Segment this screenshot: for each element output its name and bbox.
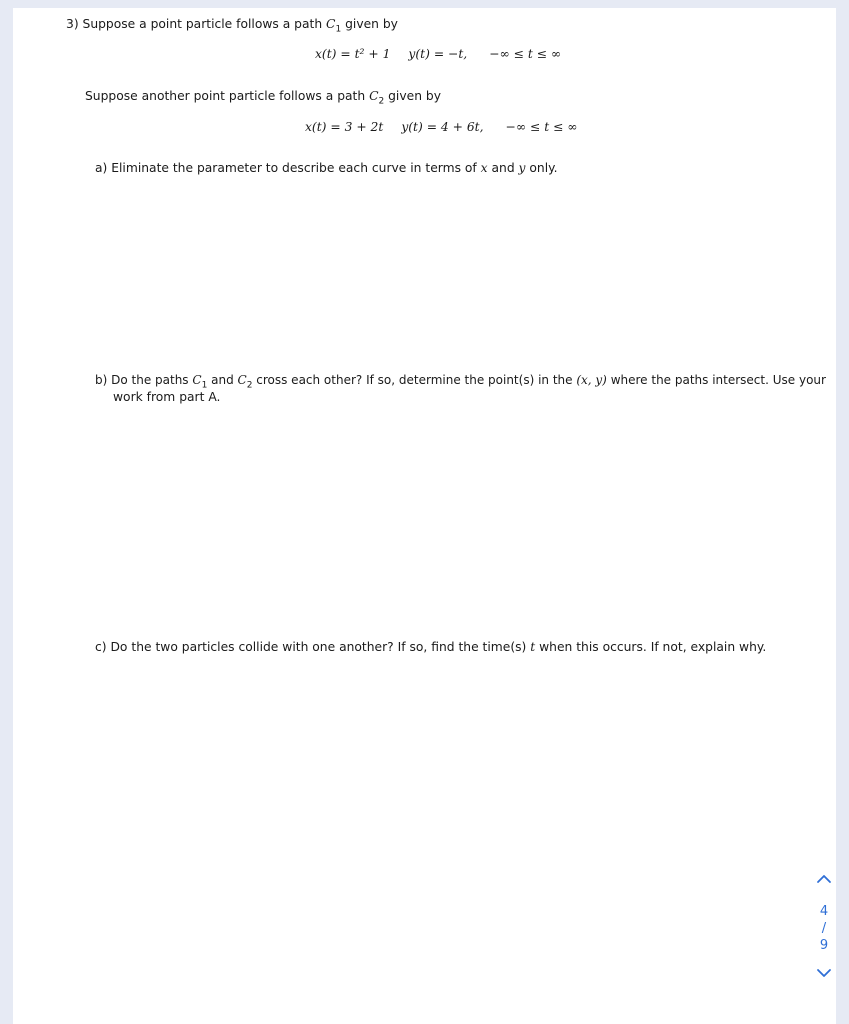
intro-suffix: given by — [341, 17, 398, 31]
intro-path-symbol: C — [326, 17, 336, 31]
part-b-xy: (x, y) — [576, 373, 607, 387]
part-a-y: y — [518, 161, 526, 175]
chevron-down-icon[interactable] — [809, 964, 839, 983]
second-prefix: Suppose another point particle follows a path — [85, 89, 370, 103]
part-a-x: x — [480, 161, 488, 175]
part-b-suffix: where the paths intersect. Use your — [606, 373, 826, 387]
equation-c1-x: x(t) = t² + 1 — [315, 47, 391, 61]
equation-c1-y: y(t) = −t, — [408, 47, 468, 61]
part-c-t: t — [530, 640, 536, 654]
part-b-and: and — [207, 373, 238, 387]
part-b-middle: cross each other? If so, determine the point(s) in the — [252, 373, 577, 387]
part-b-prefix: b) Do the paths — [95, 373, 193, 387]
part-b-line-2: work from part A. — [113, 390, 221, 404]
intro-path-subscript: 1 — [335, 24, 342, 35]
part-c-suffix: when this occurs. If not, explain why. — [535, 640, 767, 654]
part-b-c1-subscript: 1 — [201, 380, 208, 391]
part-b-c1: C — [192, 373, 202, 387]
chevron-up-icon[interactable] — [809, 870, 839, 889]
equation-c2-y: y(t) = 4 + 6t, — [401, 120, 484, 134]
part-a — [95, 160, 558, 176]
part-a-prefix: a) Eliminate the parameter to describe each curve in terms of — [95, 161, 481, 175]
second-suffix: given by — [384, 89, 441, 103]
problem-intro — [66, 16, 398, 37]
page-separator: / — [821, 921, 827, 936]
total-pages: 9 — [819, 938, 829, 953]
part-b-c2-subscript: 2 — [246, 380, 253, 391]
part-a-and: and — [487, 161, 519, 175]
equation-c1 — [315, 46, 561, 62]
equation-c2-range: −∞ ≤ t ≤ ∞ — [505, 120, 578, 134]
page-navigation — [809, 870, 839, 983]
current-page-number: 4 — [819, 904, 829, 919]
document-page — [13, 8, 836, 1024]
equation-c2 — [305, 119, 578, 135]
part-b-c2: C — [237, 373, 247, 387]
problem-second-intro — [85, 88, 441, 109]
second-path-subscript: 2 — [378, 96, 385, 107]
equation-c2-x: x(t) = 3 + 2t — [305, 120, 384, 134]
part-a-suffix: only. — [525, 161, 558, 175]
part-c — [95, 639, 766, 655]
equation-c1-range: −∞ ≤ t ≤ ∞ — [489, 47, 562, 61]
intro-prefix: 3) Suppose a point particle follows a path — [66, 17, 327, 31]
second-path-symbol: C — [369, 89, 379, 103]
part-c-prefix: c) Do the two particles collide with one another? If so, find the time(s) — [95, 640, 531, 654]
